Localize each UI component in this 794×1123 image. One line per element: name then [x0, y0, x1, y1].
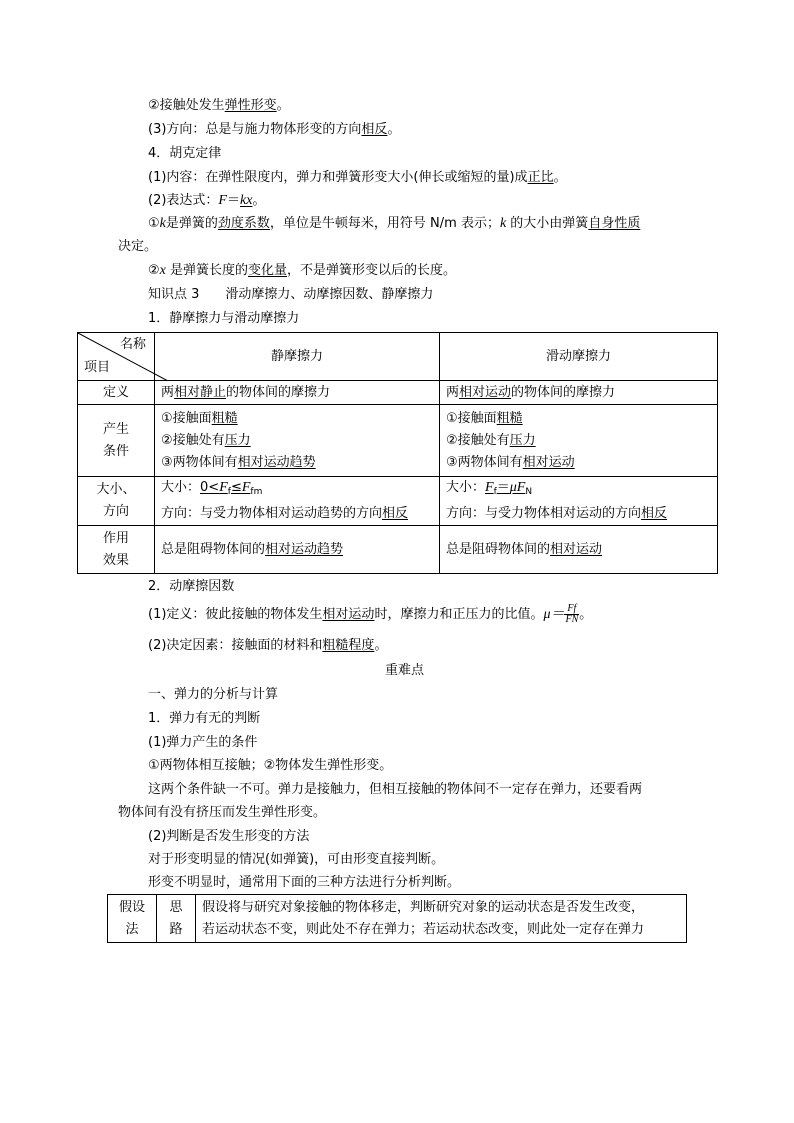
text: 两 — [161, 384, 175, 400]
text: 。 — [276, 98, 290, 113]
text: ②接触处发生 — [148, 98, 225, 113]
text-line: 形变不明显时，通常用下面的三种方法进行分析判断。 — [148, 875, 461, 890]
text: ，单位是牛顿每米，用符号 N/m 表示； — [269, 216, 500, 231]
math-var: k — [499, 216, 507, 231]
text: (2)决定因素：接触面的材料和 — [148, 638, 323, 653]
text-line — [148, 192, 265, 210]
text: ②接触处有 — [161, 432, 225, 448]
header-name-label: 名称 — [119, 337, 146, 352]
row-header-definition: 定义 — [78, 381, 155, 405]
math-sub: N — [525, 487, 533, 497]
math-var: F — [219, 480, 228, 495]
math-var: F — [485, 480, 494, 495]
text: (2)表达式： — [148, 193, 219, 208]
text: 大小、 — [96, 482, 136, 497]
math: < — [208, 480, 220, 495]
math-var: μ＝ — [543, 607, 565, 622]
text-line: (1)弹力产生的条件 — [148, 735, 258, 750]
text: ③两物体间有 — [161, 454, 238, 470]
text: 法 — [125, 921, 139, 937]
cell-effect-static — [155, 526, 440, 574]
math-sub: fm — [250, 487, 263, 497]
text-line: (2)判断是否发生形变的方法 — [148, 829, 310, 844]
answer-underlined: 相对运动 — [522, 454, 575, 470]
text: 效果 — [102, 552, 129, 568]
text-line: ①两物体相互接触；②物体发生弹性形变。 — [148, 758, 393, 773]
text-line — [148, 121, 400, 139]
cell-size-static — [155, 477, 440, 526]
section-heading: 4．胡克定律 — [148, 146, 222, 161]
text: 的物体间的摩擦力 — [511, 384, 616, 400]
math-sub: f — [493, 487, 497, 497]
answer-underlined: 相反 — [382, 506, 409, 521]
answer-underlined: 相对静止 — [174, 384, 227, 400]
math: ＝ — [496, 480, 510, 495]
cell-cond-sliding — [440, 405, 718, 477]
answer-underlined: 相对运动 — [322, 607, 375, 622]
text: 假设将与研究对象接触的物体移走，判断研究对象的运动状态是否发生改变， — [202, 899, 645, 915]
fraction-denominator: FN — [565, 614, 579, 625]
answer-underlined: kx — [240, 193, 253, 208]
text-line: 对于形变明显的情况(如弹簧)，可由形变直接判断。 — [148, 852, 445, 867]
fraction-numerator: Ff — [564, 604, 579, 615]
cell-method-name — [108, 895, 157, 943]
text: ，不是弹簧形变以后的长度。 — [287, 263, 457, 278]
text: 。 — [374, 638, 388, 653]
text: 是弹簧长度的 — [165, 263, 249, 278]
math: 0 — [200, 480, 209, 495]
text-line — [148, 215, 640, 233]
answer-underlined: 弹性形变 — [224, 98, 277, 113]
col-header-sliding: 滑动摩擦力 — [440, 333, 718, 381]
text: 路 — [169, 921, 183, 937]
text: 。 — [553, 170, 567, 185]
text-line — [148, 637, 387, 655]
text: 作用 — [102, 530, 129, 546]
text: (1)内容：在弹性限度内，弹力和弹簧形变大小(伸长或缩短的量)成 — [148, 170, 528, 185]
text: 若运动状态不变，则此处不存在弹力；若运动状态改变，则此处一定存在弹力 — [202, 921, 645, 937]
text: 的大小由弹簧 — [506, 216, 589, 231]
math-var: F — [241, 480, 251, 495]
text: 总是阻碍物体间的 — [161, 541, 266, 557]
cell-def-static — [155, 381, 440, 405]
method-table — [107, 894, 687, 943]
text-line — [148, 169, 567, 187]
answer-underlined: 相对运动 — [550, 541, 603, 557]
text: 。 — [387, 122, 401, 137]
answer-underlined: 相反 — [361, 122, 388, 137]
text: ②接触处有 — [446, 432, 510, 448]
answer-underlined: 正比 — [527, 170, 554, 185]
cell-def-sliding — [440, 381, 718, 405]
diagonal-header-cell — [78, 333, 155, 381]
text: (1)定义：彼此接触的物体发生 — [148, 607, 323, 622]
section-heading: 1．静摩擦力与滑动摩擦力 — [148, 311, 300, 326]
text: ③两物体间有 — [446, 454, 523, 470]
friction-table — [77, 332, 718, 574]
text: 大小： — [161, 480, 201, 495]
text: 假设 — [118, 899, 145, 915]
col-header-static: 静摩擦力 — [155, 333, 440, 381]
answer-underlined: 压力 — [224, 432, 251, 448]
math-var: k — [159, 216, 166, 231]
section-heading: 2．动摩擦因数 — [148, 579, 235, 594]
row-header-effect — [78, 526, 155, 574]
section-title: 重难点 — [385, 663, 425, 678]
text: ② — [148, 263, 160, 278]
answer-underlined: 相对运动趋势 — [237, 454, 316, 470]
text: 。 — [252, 193, 266, 208]
answer-underlined: 粗糙 — [211, 410, 238, 426]
cell-cond-static — [155, 405, 440, 477]
text: 总是阻碍物体间的 — [446, 541, 551, 557]
text: 方向：与受力物体相对运动的方向 — [446, 506, 642, 521]
text: (3)方向：总是与施力物体形变的方向 — [148, 122, 362, 137]
text: 产生 — [102, 421, 129, 437]
answer-underlined: 相对运动 — [459, 384, 512, 400]
answer-underlined: 相反 — [641, 506, 668, 521]
math: ≤ — [230, 480, 242, 495]
math-var: x — [159, 263, 166, 278]
text: 方向：与受力物体相对运动趋势的方向 — [161, 506, 383, 521]
text: 思 — [169, 899, 183, 915]
text: 方向 — [102, 504, 129, 519]
cell-size-sliding — [440, 477, 718, 526]
text: ＝ — [226, 193, 240, 208]
answer-underlined: 压力 — [509, 432, 536, 448]
row-header-condition — [78, 405, 155, 477]
section-heading: 1．弹力有无的判断 — [148, 711, 261, 726]
answer-underlined: 粗糙程度 — [322, 638, 375, 653]
math-sub: f — [227, 487, 231, 497]
answer-underlined: 自身性质 — [588, 216, 641, 231]
answer-underlined: 劲度系数 — [217, 216, 270, 231]
text: 是弹簧的 — [165, 216, 218, 231]
text: 。 — [579, 607, 593, 622]
text: ① — [148, 216, 160, 231]
text-line — [148, 262, 456, 280]
math-var: μF — [509, 480, 526, 495]
text-line: 决定。 — [118, 239, 158, 254]
math-var: F — [218, 193, 227, 208]
text: ①接触面 — [161, 410, 212, 426]
text: 时，摩擦力和正压力的比值。 — [374, 607, 544, 622]
text-line: 物体间有没有挤压而发生弹性形变。 — [118, 805, 327, 820]
text: ①接触面 — [446, 410, 497, 426]
text: 的物体间的摩擦力 — [226, 384, 331, 400]
fraction — [564, 604, 579, 625]
text: 条件 — [102, 443, 129, 459]
answer-underlined: 粗糙 — [496, 410, 523, 426]
row-header-size-direction — [78, 477, 155, 526]
text-line: 这两个条件缺一不可。弹力是接触力，但相互接触的物体间不一定存在弹力，还要看两 — [148, 782, 643, 797]
answer-underlined: 变化量 — [248, 263, 288, 278]
section-heading: 知识点 3 滑动摩擦力、动摩擦因数、静摩擦力 — [148, 287, 434, 302]
text-line — [148, 604, 592, 625]
cell-method-description — [196, 895, 687, 943]
section-heading: 一、弹力的分析与计算 — [148, 687, 279, 702]
text: 两 — [446, 384, 460, 400]
header-item-label: 项目 — [84, 360, 111, 375]
text-line — [148, 97, 290, 115]
cell-effect-sliding — [440, 526, 718, 574]
answer-underlined: 相对运动趋势 — [265, 541, 344, 557]
text: 大小： — [446, 480, 486, 495]
cell-idea-label — [157, 895, 196, 943]
